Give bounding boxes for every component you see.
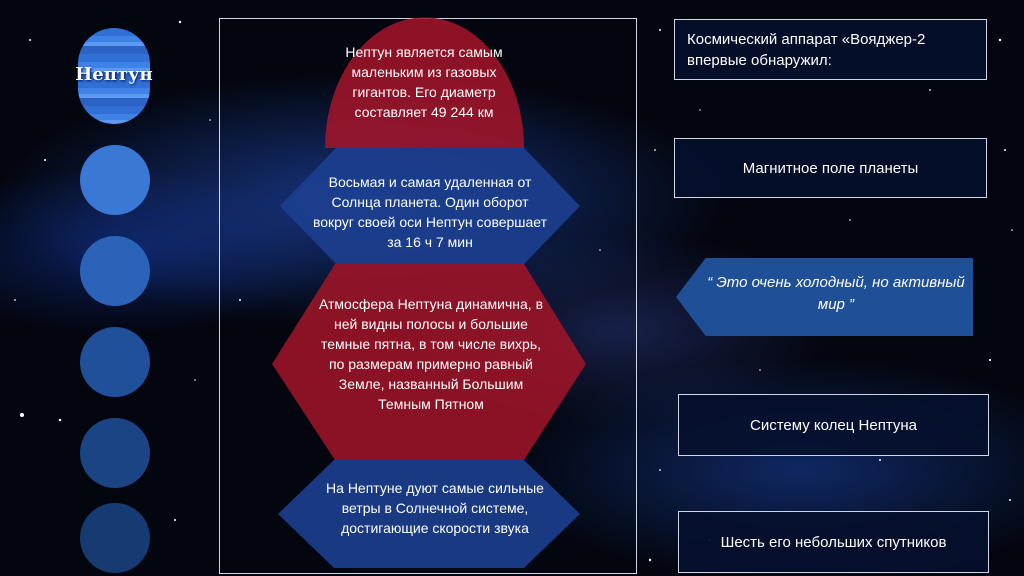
discovery-label: Шесть его небольших спутников — [720, 533, 947, 551]
discovery-label: Систему колец Нептуна — [750, 416, 917, 434]
planet-title: Нептун — [75, 64, 153, 85]
discovery-rings — [678, 394, 989, 456]
quote-text: “ Это очень холодный, но активный мир ” — [707, 274, 965, 313]
discovery-label: Магнитное поле планеты — [742, 159, 919, 177]
discovery-moons — [678, 511, 989, 573]
fact-3-text: Атмосфера Нептуна динамична, в ней видны полосы и большие темные пятна, в том числе вихрь, по размерам примерно равный Земле, названный Большим Темным Пятном — [318, 296, 544, 412]
voyager-heading-box — [674, 19, 987, 80]
fact-2-text: Восьмая и самая удаленная от Солнца планета. Один оборот вокруг своей оси Нептун совершает за 16 ч 7 мин — [312, 174, 548, 250]
voyager-heading: Космический аппарат «Вояджер-2 впервые обнаружил: — [687, 30, 926, 69]
fact-4-text: На Нептуне дуют самые сильные ветры в Солнечной системе, достигающие скорости звука — [326, 480, 544, 536]
fact-1-text: Нептун является самым маленьким из газовых гигантов. Его диаметр составляет 49 244 км — [345, 44, 503, 120]
discovery-magnetic-field — [674, 138, 987, 198]
